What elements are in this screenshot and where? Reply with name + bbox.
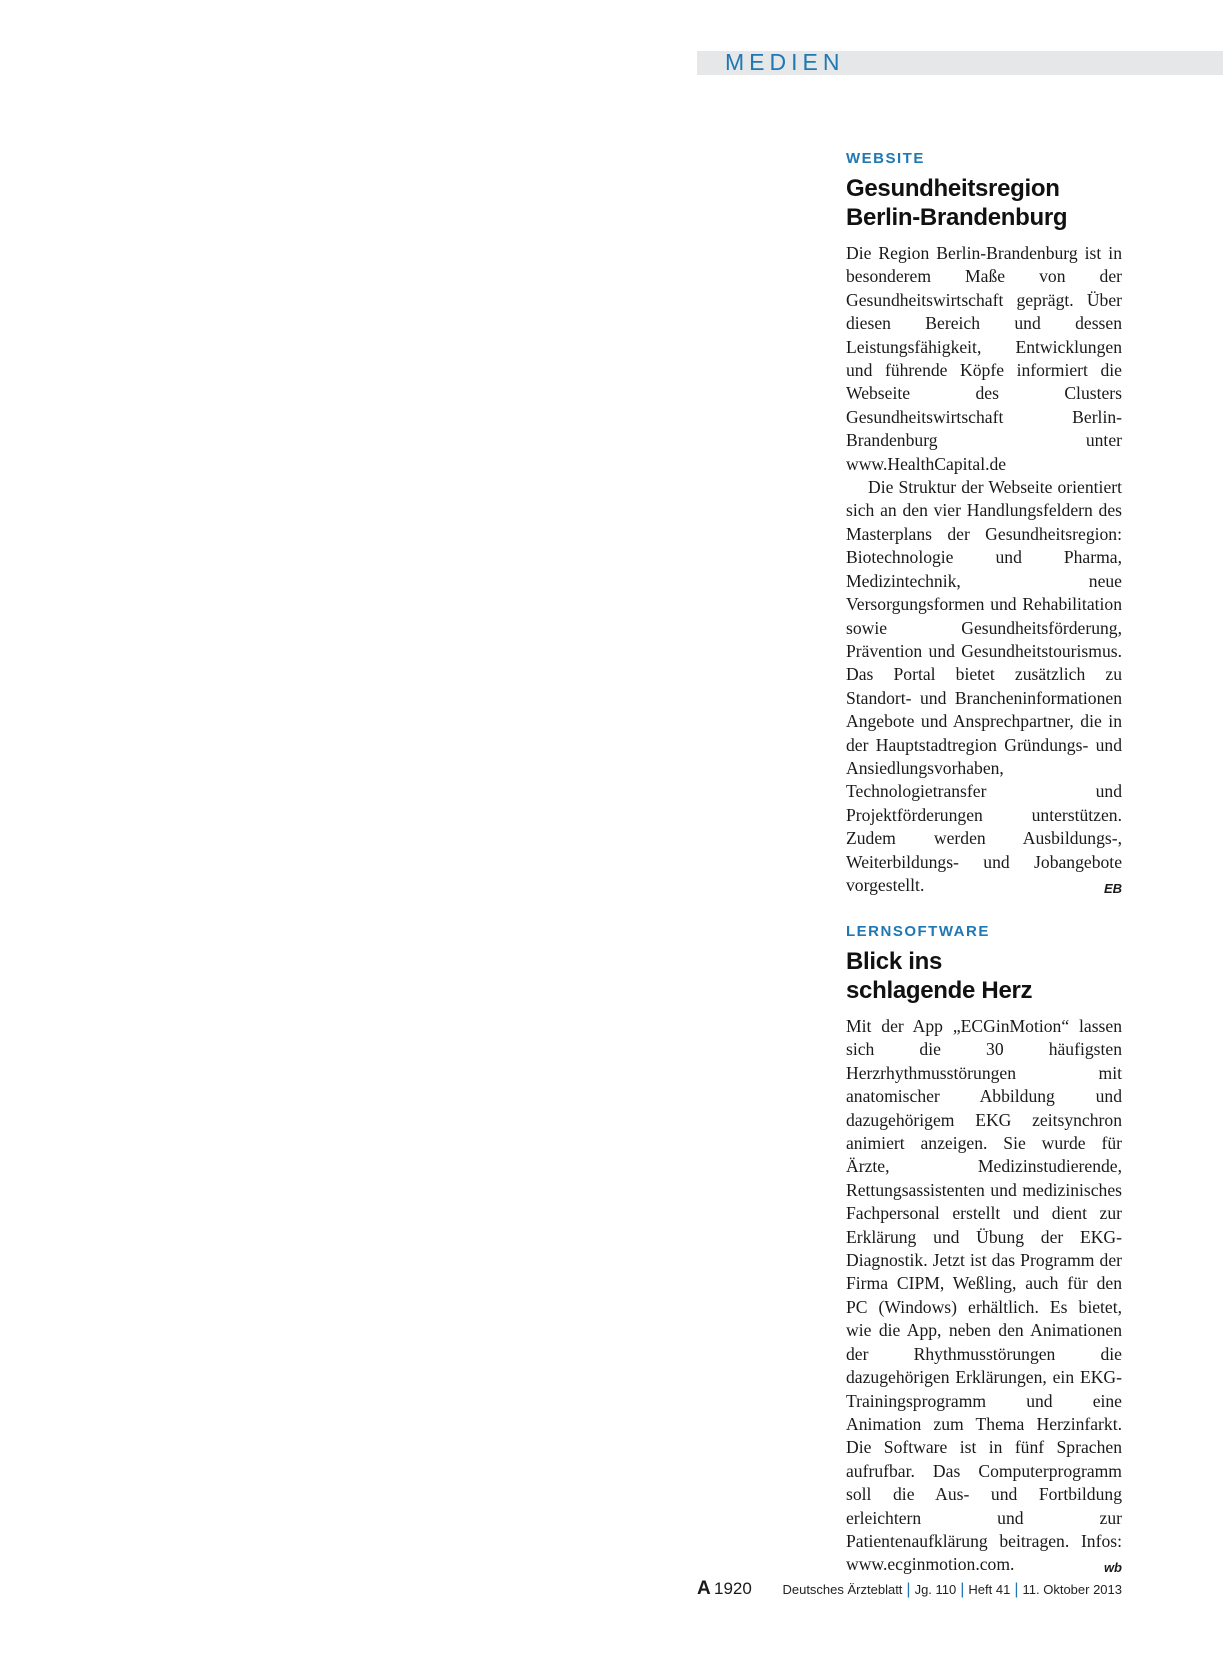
article-kicker: LERNSOFTWARE bbox=[846, 923, 990, 940]
headline-line: Gesundheitsregion bbox=[846, 175, 1060, 202]
page-letter: A bbox=[697, 1578, 711, 1599]
page-number: 1920 bbox=[714, 1579, 752, 1598]
author-initials: EB bbox=[1103, 880, 1122, 896]
article-paragraph: Die Region Berlin-Brandenburg ist in besonderem Maße von der Gesundheitswirtschaft geprägt. Über diesen Bereich und dessen Leistungsfähigkeit, Entwicklungen und führende Köpfe informiert die Webseite des Clusters Gesundheitswirtschaft Berlin-Brandenburg unter www.HealthCapital.de bbox=[846, 243, 1122, 474]
separator: | bbox=[1014, 1581, 1019, 1598]
paragraph-text: Die Struktur der Webseite orientiert sich an den vier Handlungsfeldern des Masterplans der Gesundheitsregion: Biotechnologie und Pharma, Medizintechnik, neue Versorgungsformen und Rehabilitation sowie Gesundheitsförderung, Prävention und Gesundheitstourismus. Das Portal bietet zusätzlich zu Standort- und Brancheninformationen Angebote und Ansprechpartner, die in der Hauptstadtregion Gründungs- und Ansiedlungsvorhaben, Technologietransfer und Projektförderungen unterstützen. Zudem werden Ausbildungs-, Weiterbildungs- und Jobangebote vorgestellt. bbox=[846, 477, 1122, 895]
section-label: MEDIEN bbox=[725, 49, 845, 75]
author-initials: wb bbox=[1103, 1560, 1122, 1576]
headline-line: schlagende Herz bbox=[846, 977, 1033, 1004]
separator: | bbox=[906, 1581, 911, 1598]
footer-meta bbox=[782, 1581, 1122, 1599]
issue-date: 11. Oktober 2013 bbox=[1022, 1582, 1122, 1597]
page-footer bbox=[697, 1578, 1122, 1604]
volume: Jg. 110 bbox=[914, 1582, 957, 1597]
article-kicker: WEBSITE bbox=[846, 150, 925, 167]
article-headline bbox=[846, 947, 1122, 1005]
journal-name: Deutsches Ärzteblatt bbox=[782, 1582, 903, 1597]
issue: Heft 41 bbox=[968, 1582, 1011, 1597]
article-headline bbox=[846, 174, 1122, 232]
article-website bbox=[846, 150, 1122, 900]
article-lernsoftware bbox=[846, 923, 1122, 1580]
article-paragraph bbox=[846, 1015, 1122, 1577]
separator: | bbox=[960, 1581, 965, 1598]
article-paragraph bbox=[846, 476, 1122, 897]
paragraph-text: Mit der App „ECGinMotion“ lassen sich die 30 häufigsten Herzrhythmusstörungen mit anatomischer Abbildung und dazugehörigem EKG zeitsynchron animiert anzeigen. Sie wurde für Ärzte, Medizinstudierende, Rettungsassistenten und medizinisches Fachpersonal erstellt und dient zur Erklärung und Übung der EKG-Diagnostik. Jetzt ist das Programm der Firma CIPM, Weßling, auch für den PC (Windows) erhältlich. Es bietet, wie die App, neben den Animationen der Rhythmusstörungen die dazugehörigen Erklärungen, ein EKG-Trainingsprogramm und eine Animation zum Thema Herzinfarkt. Die Software ist in fünf Sprachen aufrufbar. Das Computerprogramm soll die Aus- und Fortbildung erleichtern und zur Patientenaufklärung beitragen. Infos: www.ecginmotion.com. bbox=[846, 1016, 1122, 1575]
headline-line: Berlin-Brandenburg bbox=[846, 204, 1068, 231]
headline-line: Blick ins bbox=[846, 948, 943, 975]
